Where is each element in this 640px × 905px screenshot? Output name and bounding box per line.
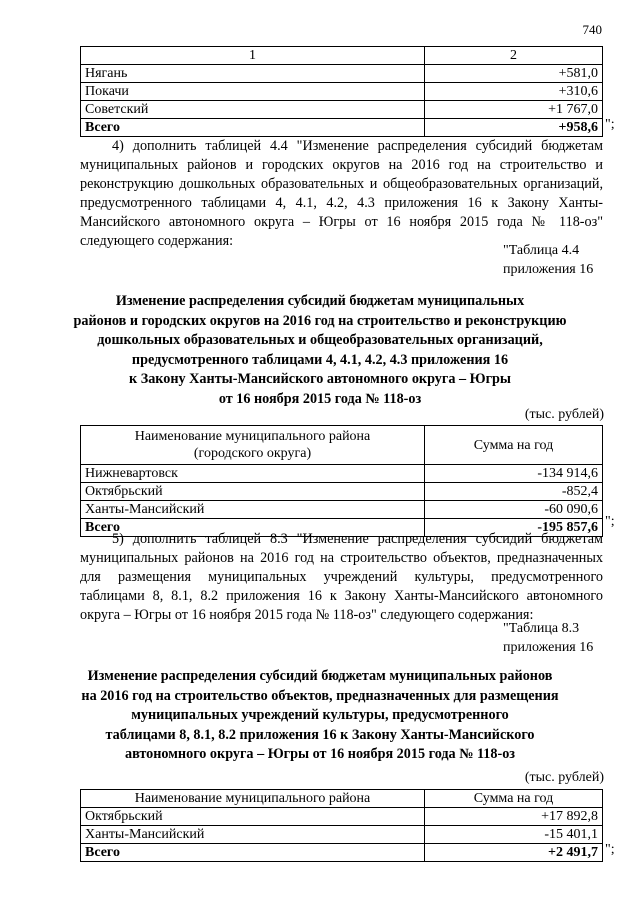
table-row [81, 483, 603, 501]
title-line: к Закону Ханты-Мансийского автономного округа – Югры [128, 371, 511, 387]
total-value: +2 491,7 [425, 844, 603, 862]
table-reference-line: "Таблица 4.4 [503, 243, 580, 258]
title-line: дошкольных образовательных и общеобразовательных организаций, [97, 332, 543, 348]
district-name: Покачи [81, 83, 425, 101]
table-reference-8-3 [503, 619, 593, 657]
table-reference-line: приложения 16 [503, 262, 594, 277]
total-value: +958,6 [425, 119, 603, 137]
column-header-name [81, 426, 425, 465]
title-line: на 2016 год на строительство объектов, предназначенных для размещения [81, 687, 559, 704]
district-name: Нягань [81, 65, 425, 83]
table-row [81, 808, 603, 826]
table-header-row [81, 426, 603, 465]
district-name: Ханты-Мансийский [81, 826, 425, 844]
table-4-4 [80, 425, 603, 537]
amount-value: -15 401,1 [425, 826, 603, 844]
paragraph-5: 5) дополнить таблицей 8.3 "Изменение распределения субсидий бюджетам муниципальных районов на 2016 год на строительство объектов, предназначенных для размещения муниципальных учреждений культуры, предусмотренного таблицами 8, 8.1, 8.2 приложения 16 к Закону Ханты-Мансийского автономного округа – Югры от 16 ноября 2015 года № 118-оз" следующего содержания: [80, 531, 603, 623]
total-label: Всего [81, 844, 425, 862]
table-8-3 [80, 789, 603, 862]
table-row [81, 101, 603, 119]
title-line: автономного округа – Югры от 16 ноября 2015 года № 118-оз [124, 746, 516, 762]
column-header-sum: Сумма на год [425, 426, 603, 465]
unit-label: (тыс. рублей) [524, 770, 604, 785]
total-row [81, 844, 603, 862]
district-name: Ханты-Мансийский [81, 501, 425, 519]
total-value: -195 857,6 [425, 519, 603, 537]
column-header: 2 [425, 47, 603, 65]
table-header-row [81, 47, 603, 65]
table-reference-line: "Таблица 8.3 [503, 621, 580, 636]
paragraph-4: 4) дополнить таблицей 4.4 "Изменение распределения субсидий бюджетам муниципальных районов и городских округов на 2016 год на строительство и реконструкцию дошкольных образовательных и общеобразовательных организаций, предусмотренного таблицами 4, 4.1, 4.2, 4.3 приложения 16 к Закону Ханты-Мансийского автономного округа – Югры от 16 ноября 2015 года № 118-оз" следующего содержания: [80, 138, 603, 249]
column-header-name: Наименование муниципального района [81, 790, 425, 808]
district-name: Октябрьский [81, 483, 425, 501]
title-line: таблицами 8, 8.1, 8.2 приложения 16 к Закону Ханты-Мансийского [105, 726, 535, 743]
table-row [81, 65, 603, 83]
total-row [81, 119, 603, 137]
amount-value: +1 767,0 [425, 101, 603, 119]
table-row [81, 83, 603, 101]
title-line: муниципальных учреждений культуры, предусмотренного [131, 707, 509, 723]
unit-label: (тыс. рублей) [524, 407, 604, 422]
amount-value: -134 914,6 [425, 465, 603, 483]
header-line: Наименование муниципального района [134, 429, 371, 444]
total-label: Всего [81, 119, 425, 137]
district-name: Нижневартовск [81, 465, 425, 483]
amount-value: +581,0 [425, 65, 603, 83]
amount-value: +17 892,8 [425, 808, 603, 826]
district-name: Советский [81, 101, 425, 119]
closing-quote: "; [605, 514, 615, 529]
amount-value: -852,4 [425, 483, 603, 501]
table-header-row [81, 790, 603, 808]
table-4-4-title [40, 292, 600, 409]
title-line: от 16 ноября 2015 года № 118-оз [218, 390, 422, 407]
table-8-3-title [40, 667, 600, 765]
table-reference-line: приложения 16 [503, 640, 594, 655]
table-row [81, 465, 603, 483]
page-number: 740 [582, 22, 602, 37]
table-row [81, 826, 603, 844]
column-header: 1 [81, 47, 425, 65]
table-row [81, 501, 603, 519]
continuation-table [80, 46, 603, 137]
header-line: (городского округа) [193, 446, 312, 461]
title-line: Изменение распределения субсидий бюджетам муниципальных районов [87, 668, 553, 684]
table-reference-4-4 [503, 241, 593, 279]
title-line: предусмотренного таблицами 4, 4.1, 4.2, 4.3 приложения 16 [131, 351, 509, 368]
title-line: Изменение распределения субсидий бюджетам муниципальных [115, 293, 525, 309]
amount-value: +310,6 [425, 83, 603, 101]
closing-quote: "; [605, 842, 615, 857]
closing-quote: "; [605, 117, 615, 132]
amount-value: -60 090,6 [425, 501, 603, 519]
district-name: Октябрьский [81, 808, 425, 826]
title-line: районов и городских округов на 2016 год на строительство и реконструкцию [73, 312, 567, 329]
column-header-sum: Сумма на год [425, 790, 603, 808]
total-label: Всего [81, 519, 425, 537]
